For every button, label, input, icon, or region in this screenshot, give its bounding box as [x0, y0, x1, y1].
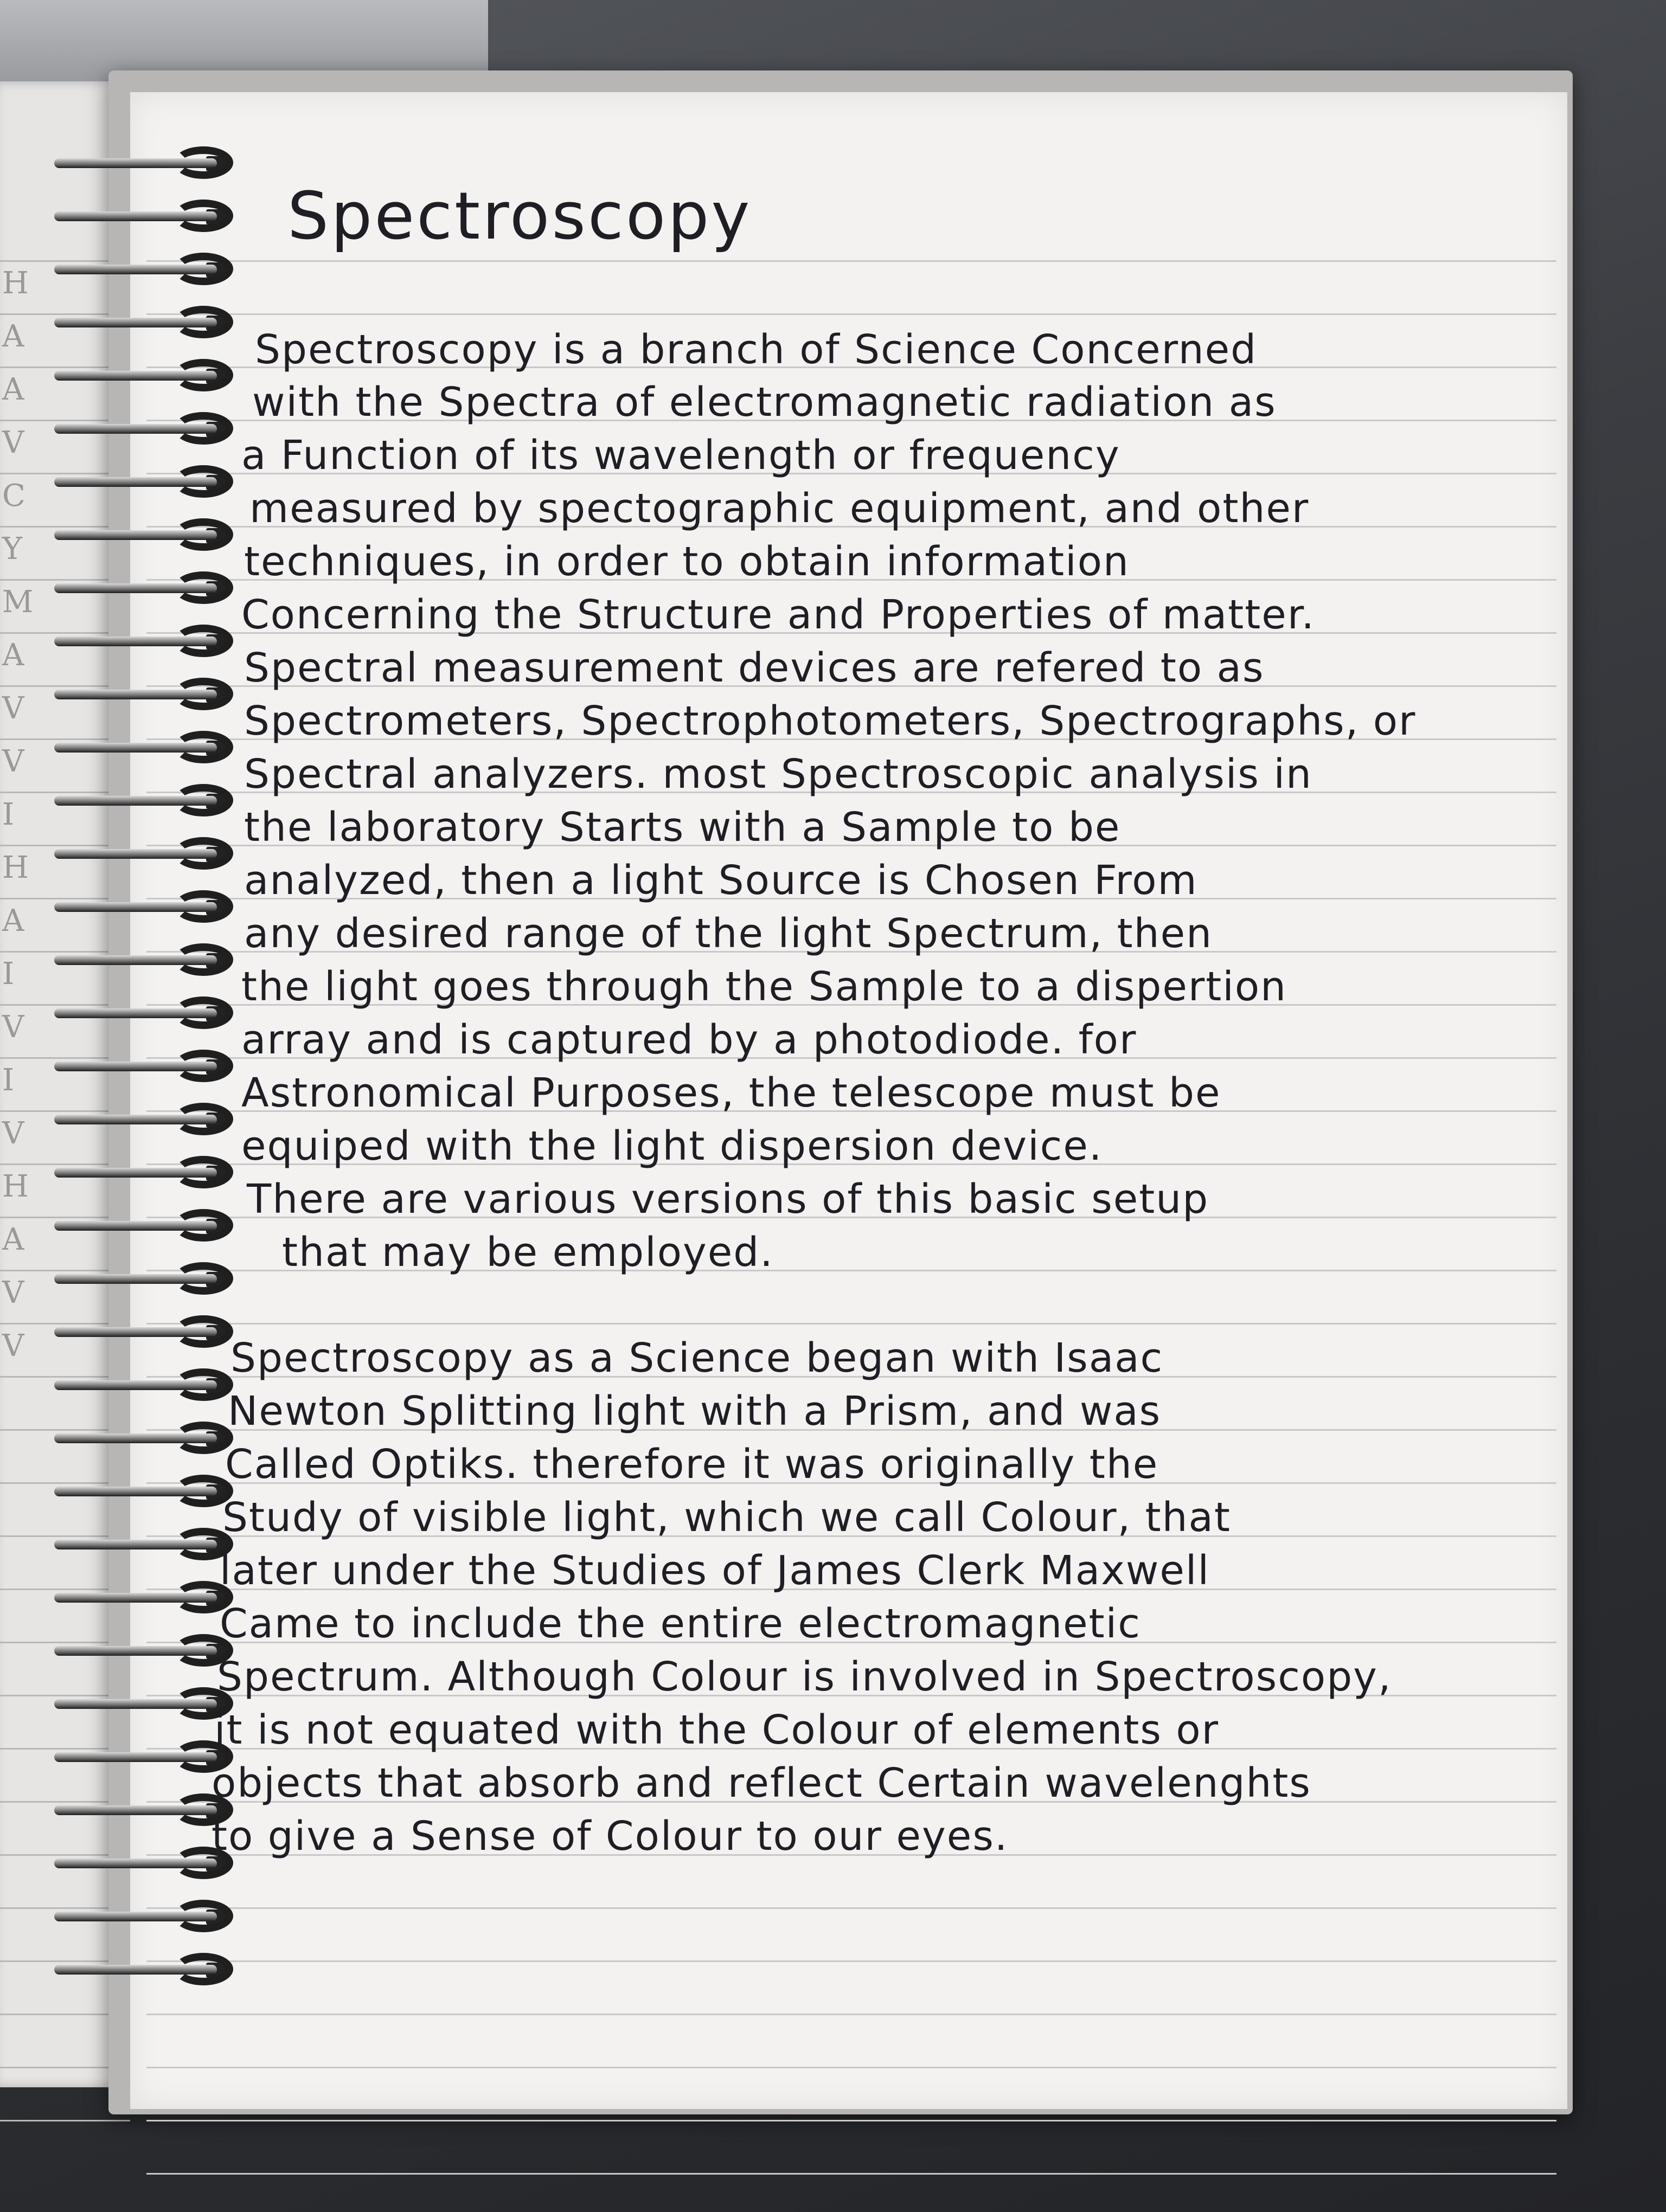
left-page-letter: V: [2, 1275, 24, 1310]
left-page-letter: A: [2, 903, 24, 938]
left-page-letter: H: [2, 266, 29, 301]
text-line: Spectrometers, Spectrophotometers, Spectrographs, or: [244, 698, 1417, 744]
text-line: objects that absorb and reflect Certain wavelenghts: [212, 1760, 1311, 1806]
text-line: any desired range of the light Spectrum, then: [244, 910, 1213, 957]
text-line: Study of visible light, which we call Colour, that: [222, 1494, 1231, 1541]
text-line: techniques, in order to obtain information: [244, 538, 1130, 585]
left-page-letter: H: [2, 1169, 29, 1204]
text-line: the laboratory Starts with a Sample to be: [244, 804, 1121, 851]
text-line: with the Spectra of electromagnetic radiation as: [252, 379, 1277, 426]
text-line: a Function of its wavelength or frequency: [241, 432, 1120, 479]
text-line: Spectrum. Although Colour is involved in Spectroscopy,: [217, 1654, 1392, 1700]
text-line: Newton Splitting light with a Prism, and was: [228, 1388, 1162, 1435]
text-line: analyzed, then a light Source is Chosen From: [244, 857, 1198, 904]
left-page-letter: H: [2, 850, 29, 885]
text-line: Spectral measurement devices are refered to as: [244, 645, 1265, 691]
left-page-letter: A: [2, 1222, 24, 1257]
left-page-letter: V: [2, 1009, 24, 1045]
text-line: Spectroscopy as a Science began with Isaac: [230, 1335, 1164, 1381]
text-line: Spectral analyzers. most Spectroscopic analysis in: [244, 751, 1312, 798]
text-line: array and is captured by a photodiode. for: [241, 1017, 1137, 1063]
left-page-letter: A: [2, 372, 24, 407]
left-page-letter: V: [2, 425, 24, 460]
text-line: later under the Studies of James Clerk Maxwell: [220, 1547, 1210, 1594]
left-page-letter: I: [2, 797, 15, 832]
text-line: that may be employed.: [282, 1229, 774, 1276]
text-line: equiped with the light dispersion device.: [241, 1123, 1103, 1169]
left-page-letter: M: [2, 584, 34, 620]
text-line: measured by spectographic equipment, and other: [249, 485, 1310, 532]
text-line: Came to include the entire electromagnetic: [220, 1600, 1141, 1647]
left-page-letter: I: [2, 956, 15, 992]
left-page-letter: A: [2, 319, 24, 354]
text-line: it is not equated with the Colour of elements or: [214, 1707, 1220, 1753]
left-page-letter: V: [2, 691, 24, 726]
text-line: There are various versions of this basic setup: [247, 1176, 1209, 1223]
page-title: Spectroscopy: [287, 179, 752, 254]
text-line: the light goes through the Sample to a dispertion: [241, 963, 1287, 1010]
text-line: Spectroscopy is a branch of Science Concerned: [255, 326, 1258, 373]
left-page-letter: A: [2, 638, 24, 673]
text-line: Astronomical Purposes, the telescope must be: [241, 1070, 1221, 1116]
left-page-letter: V: [2, 1116, 24, 1151]
left-page-letter: Y: [2, 531, 22, 567]
text-line: to give a Sense of Colour to our eyes.: [212, 1813, 1009, 1860]
left-page-letter: V: [2, 1328, 24, 1364]
left-page-letter: C: [2, 478, 25, 513]
left-page-letter: I: [2, 1063, 15, 1098]
left-page-letter: V: [2, 744, 24, 779]
text-line: Called Optiks. therefore it was originally the: [225, 1441, 1159, 1488]
text-line: Concerning the Structure and Properties of matter.: [241, 591, 1315, 638]
